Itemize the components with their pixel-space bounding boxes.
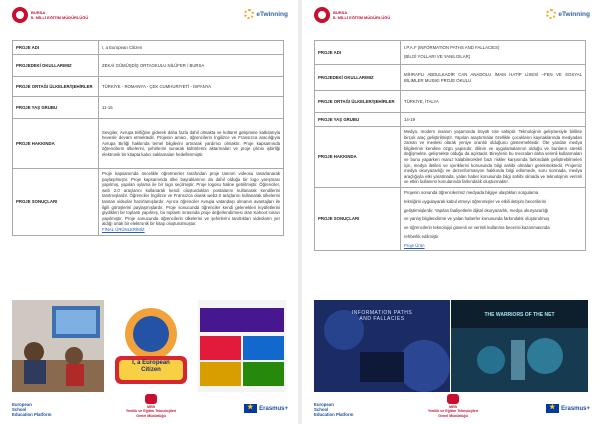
photo-strip-left bbox=[12, 300, 286, 392]
yeg-line: MEB bbox=[147, 405, 155, 409]
yeg-line: Genel Müdürlüğü bbox=[136, 413, 166, 418]
european-school-logo bbox=[12, 402, 51, 417]
table-row bbox=[315, 91, 586, 113]
table-row bbox=[315, 113, 586, 127]
project-table-right bbox=[314, 40, 586, 251]
table-row bbox=[13, 55, 284, 77]
logo-line: Citizen bbox=[141, 367, 161, 373]
warriors-text: THE WARRIORS OF THE NET bbox=[484, 312, 555, 318]
result-line: tekniğimi uygulayarak kabul etmeyi öğrenmişler ve etkili iletişim becerilerini bbox=[404, 198, 547, 204]
meb-emblem-icon bbox=[447, 394, 459, 404]
yeg-line: Yenilik ve Eğitim Teknolojileri bbox=[125, 409, 177, 414]
yegitek-logo bbox=[410, 394, 496, 418]
row-key: PROJE HAKKINDA bbox=[315, 127, 401, 188]
european-school-logo bbox=[314, 402, 353, 417]
row-value: ZEKAİ GÜMÜŞDİŞ ORTAOKULU NİLÜFER / BURSA bbox=[99, 55, 284, 77]
row-key: PROJE ORTAĞI ÜLKELER/ŞEHİRLER bbox=[13, 77, 99, 97]
row-value: Sevgiler, Avrupa Birliğine giderek daha fazla dahil olmakta ve kültürel gelişimine katkılarıyla hevesle devam etmektedir. Projenin amacı, öğrencilerin İngilizce ve Fransızca aracılığıyla Avrupa Birliği hakkında temel bilgilerini artırarak yardımcı olmaktır. Proje kapsamında öğrencilerin ülkelerini, şehirlerini sunarak kültürlerini aktarmaları ve proje çıktısı işbirliği elektronik bir kitapta kalıcı saklamaları hedeflenmiştir. bbox=[99, 119, 284, 169]
meb-line: BURSA bbox=[333, 10, 348, 15]
photo-classroom bbox=[12, 300, 104, 392]
erasmus-logo bbox=[244, 404, 288, 413]
eut-line: European bbox=[314, 402, 334, 407]
table-row bbox=[13, 77, 284, 97]
row-key: PROJE YAŞ GRUBU bbox=[13, 97, 99, 119]
erasmus-text: Erasmus+ bbox=[259, 405, 288, 412]
row-key: PROJE SONUÇLARI bbox=[13, 169, 99, 236]
eu-flag-icon bbox=[244, 404, 257, 413]
page-footer bbox=[302, 394, 600, 422]
photo-ipaf-cover bbox=[314, 300, 450, 392]
right-page bbox=[302, 0, 600, 424]
row-value bbox=[401, 187, 586, 250]
row-key: PROJE YAŞ GRUBU bbox=[315, 113, 401, 127]
project-logo-icon bbox=[105, 300, 197, 392]
table-row bbox=[315, 127, 586, 188]
table-row bbox=[13, 119, 284, 169]
results-text: Proje kapsamında öncelikle öğretmenler tarafından proje tanıtım videosu tasarlanarak paylaşılmıştır. Proje kapsamında ülke bayraklarının da dahil olduğu bir logo yarışması yapılmış, yapılan oylama ile bir logo seçilmiştir. Proje logosu haline getirilmiştir. Öğrenciler, web 2.0 araçlarını kullanarak kendi oluşturdukları postalarını kullanarak kendilerini tanıtmışlardır. Öğrenciler İngilizce ve Fransızca olarak web2.0 araçlarını kullanarak ülkelerini tanıtan videolar hazırlamışlardır. Ayrıca öğrenciler Avrupa vatandaşı olmanın avantajları ile ilgili görüşlerini paylaşmışlardır. Proje sonucunda öğrenciler kendi gelenekleri kıyafetlerini giydikleri bir toplantı yapılmış, bu toplantı sırasında proje değerlendirmesi olan Kahoot sınavı yapılmıştır. Proje sonucunda öğrencilerin ülkelerini ve şehirlerini tanıttıkları videoların yer aldığı ortak bir elektronik bir kitap oluşturulmuştur. bbox=[102, 171, 280, 227]
row-value bbox=[99, 169, 284, 236]
etwinning-logo bbox=[546, 9, 590, 19]
yeg-line: MEB bbox=[449, 405, 457, 409]
row-value: MİHRAPLI ABDULKADİR CAN ANADOLU İMAM HATİP LİSESİ –FEN VE SOSYAL BİLİMLER MUSIKI PROJE OKULU bbox=[401, 65, 586, 91]
photo-warriors bbox=[451, 300, 588, 392]
result-line: ve yanlış bilgilendirme ve yalan haberler konusunda farkındalık oluşturulmuş bbox=[404, 216, 550, 222]
cover-line: AND FALLACIES bbox=[359, 316, 405, 322]
yeg-line: Yenilik ve Eğitim Teknolojileri bbox=[427, 409, 479, 414]
page-footer bbox=[0, 394, 298, 422]
eut-line: School bbox=[12, 407, 27, 412]
page-header bbox=[302, 5, 600, 31]
logo-line: I, a European bbox=[132, 360, 170, 366]
meb-emblem-icon bbox=[12, 7, 28, 23]
row-key: PROJE ADI bbox=[315, 41, 401, 65]
eut-line: School bbox=[314, 407, 329, 412]
meb-line: İL MİLLİ EĞİTİM MÜDÜRLÜĞÜ bbox=[333, 15, 391, 20]
row-value: Medya, modern insanın yaşamında büyük role sahiptir. Teknolojinin gelişmesiyle birlikte birçok araç geliştirilmiştir. Yapılan araştırmalar özellikle çocukların kaynaklarında medyadan zaman ve mesleki olarak yeniye orantılı olduğunu göstermektedir. Öte yandan medya bilgilerinin kendine özgü yapısıdır, dilinin ve uygulamalarının olduğu ve bunların sürekli değişmekte, gelişmekte olduğu da açıktadır. Bireylerin bu mecraları daha verimli kullanmaları ve bunu yaparken maruz kalabilecekleri bazı riskler karşısında farkındalık geliştirebilmeleri için, medya iletileri ve içeriklerini konusunda bilgi sahibi olmaları gerekmektedir. Projemiz medya okuryazarlığı ve dezenformasyon hakkında bilgi edinmede, soru sormada, medya araçlığıyla etki yaratmada, yalan haber konusunda bilgi sahibi olmada ve teknolojinin verimli ve etkin kullanımı konularında farkındalık oluşturmaktır. bbox=[401, 127, 586, 188]
row-key: PROJE ORTAĞI ÜLKELER/ŞEHİRLER bbox=[315, 91, 401, 113]
meb-emblem-icon bbox=[145, 394, 157, 404]
row-value bbox=[401, 41, 586, 65]
photo-quiz-screen bbox=[198, 300, 286, 392]
row-key: PROJE SONUÇLARI bbox=[315, 187, 401, 250]
eu-flag-icon bbox=[546, 404, 559, 413]
result-line: ve öğrencilerin teknolojiyi güvenli ve verimli kullanma becerisi kazanmasında bbox=[404, 225, 550, 231]
quiz-screen-icon bbox=[198, 300, 286, 392]
classroom-photo-icon bbox=[12, 300, 104, 392]
table-row bbox=[315, 41, 586, 65]
table-row bbox=[13, 41, 284, 55]
project-logo-text bbox=[111, 360, 191, 374]
row-value: I, a European Citizen bbox=[99, 41, 284, 55]
etwinning-star-icon bbox=[244, 9, 254, 19]
meb-logo bbox=[12, 7, 88, 23]
ipaf-cover-text bbox=[322, 310, 442, 322]
final-products-link[interactable]: FİNAL ÜRÜNLERİMİZ bbox=[102, 226, 145, 232]
etwinning-text: eTwinning bbox=[558, 10, 590, 18]
erasmus-text: Erasmus+ bbox=[561, 405, 590, 412]
project-product-link[interactable]: Proje Ürün bbox=[404, 242, 425, 248]
page-header bbox=[0, 5, 298, 31]
meb-line: İL MİLLİ EĞİTİM MÜDÜRLÜĞÜ bbox=[31, 15, 89, 20]
row-value: TÜRKİYE - ROMANYA - ÇEK CUMHURİYETİ - İSPANYA bbox=[99, 77, 284, 97]
yeg-line: Genel Müdürlüğü bbox=[438, 413, 468, 418]
result-line: Projenin sonunda öğrencilerimiz medyada bilgiye ulaştıkları sorgulama bbox=[404, 189, 539, 195]
cover-line: INFORMATION PATHS bbox=[351, 310, 413, 316]
row-value: 11-15 bbox=[99, 97, 284, 119]
project-name-tr: (BİLGİ YOLLARI VE YANILGILAR) bbox=[404, 54, 471, 59]
meb-logo bbox=[314, 7, 390, 23]
result-line: geliştirmişlerdir. Yapılan faaliyetlerle dijital okuryazarlık, medya okuryazarlığı bbox=[404, 207, 549, 213]
left-page bbox=[0, 0, 298, 424]
project-name: I.P.A.F (INFORMATION PATHS AND FALLACIES) bbox=[404, 45, 500, 51]
eut-line: European bbox=[12, 402, 32, 407]
photo-project-logo bbox=[105, 300, 197, 392]
table-row bbox=[13, 97, 284, 119]
project-table-left bbox=[12, 40, 284, 236]
etwinning-text: eTwinning bbox=[256, 10, 288, 18]
yegitek-logo bbox=[108, 394, 194, 418]
row-key: PROJEDEKİ OKULLARIMIZ bbox=[13, 55, 99, 77]
erasmus-logo bbox=[546, 404, 590, 413]
eut-line: Education Platform bbox=[12, 412, 52, 417]
row-key: PROJEDEKİ OKULLARIMIZ bbox=[315, 65, 401, 91]
eut-line: Education Platform bbox=[314, 412, 354, 417]
etwinning-logo bbox=[244, 9, 288, 19]
row-value: TÜRKİYE, İTALYA bbox=[401, 91, 586, 113]
meb-line: BURSA bbox=[31, 10, 46, 15]
etwinning-star-icon bbox=[546, 9, 556, 19]
photo-strip-right bbox=[314, 300, 588, 392]
row-key: PROJE HAKKINDA bbox=[13, 119, 99, 169]
row-key: PROJE ADI bbox=[13, 41, 99, 55]
table-row bbox=[315, 65, 586, 91]
result-line: rehberlik edilmiştir bbox=[404, 233, 439, 239]
meb-emblem-icon bbox=[314, 7, 330, 23]
row-value: 14-19 bbox=[401, 113, 586, 127]
table-row bbox=[13, 169, 284, 236]
table-row bbox=[315, 187, 586, 250]
